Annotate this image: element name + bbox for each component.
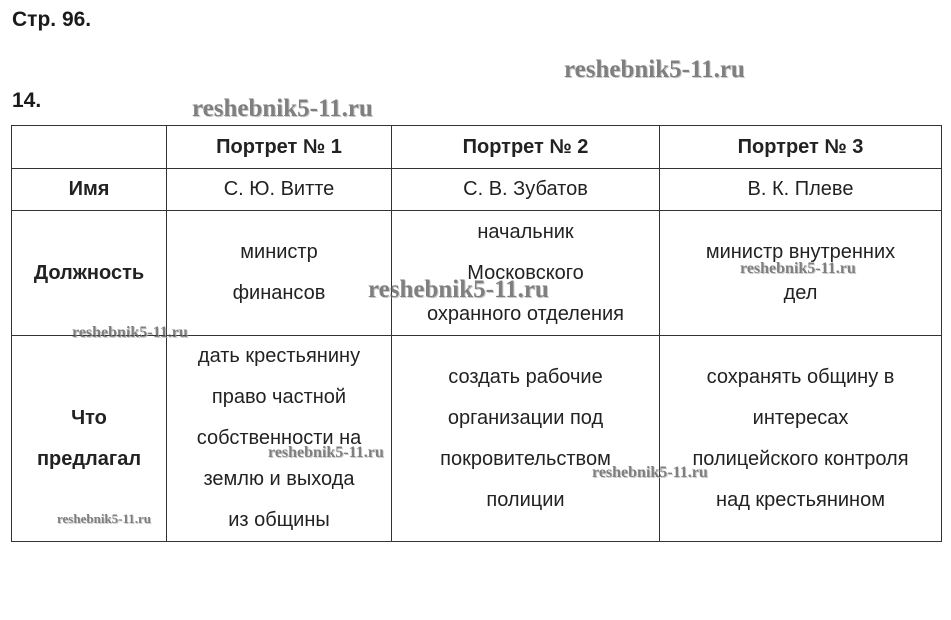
cell-line: право частной (211, 386, 347, 408)
proposal-cell-portrait-1 (167, 336, 392, 542)
proposal-cell-portrait-2 (392, 336, 660, 542)
cell-line: дать крестьянину (197, 345, 361, 367)
watermark: reshebnik5-11.ru (72, 324, 188, 341)
cell-line: министр (240, 241, 318, 263)
position-cell-portrait-1 (167, 211, 392, 336)
watermark: reshebnik5-11.ru (368, 276, 549, 303)
table-header-row (12, 126, 942, 169)
cell-line: создать рабочие (448, 365, 603, 388)
name-cell-portrait-3 (660, 169, 942, 211)
header-cell-portrait-2: Портрет № 2 (392, 126, 660, 169)
cell-line: В. К. Плеве (747, 178, 854, 200)
cell-line: С. Ю. Витте (223, 178, 335, 200)
watermark: reshebnik5-11.ru (564, 56, 745, 83)
table-row-name (12, 169, 942, 211)
row-label-line: предлагал (36, 447, 142, 470)
cell-line: из общины (228, 509, 330, 531)
header-cell-portrait-3: Портрет № 3 (660, 126, 942, 169)
position-cell-portrait-2 (392, 211, 660, 336)
cell-line: организации под (447, 406, 604, 429)
header-cell-empty (12, 126, 167, 169)
header-cell-portrait-1: Портрет № 1 (167, 126, 392, 169)
watermark: reshebnik5-11.ru (57, 511, 152, 526)
watermark: reshebnik5-11.ru (592, 464, 708, 481)
task-number: 14. (12, 89, 42, 112)
cell-line: министр внутренних (705, 241, 896, 263)
name-cell-portrait-1 (167, 169, 392, 211)
cell-line: дел (783, 282, 818, 304)
table-row-proposal (12, 336, 942, 542)
row-label-line: Что (71, 406, 107, 429)
cell-line: собственности на (196, 427, 362, 449)
cell-line: покровительством (440, 447, 611, 470)
watermark: reshebnik5-11.ru (740, 260, 856, 277)
row-label-name: Имя (12, 169, 167, 211)
cell-line: начальник (477, 220, 574, 243)
cell-line: С. В. Зубатов (463, 178, 588, 200)
cell-line: над крестьянином (716, 488, 885, 511)
cell-line: полиции (486, 488, 565, 511)
proposal-cell-portrait-3 (660, 336, 942, 542)
watermark: reshebnik5-11.ru (192, 95, 373, 122)
cell-line: финансов (232, 282, 326, 304)
cell-line: интересах (752, 406, 849, 429)
cell-line: полицейского контроля (692, 447, 909, 470)
cell-line: Московского (467, 261, 584, 284)
row-label-position: Должность (12, 211, 167, 336)
page-number: Стр. 96. (12, 8, 92, 31)
cell-line: землю и выхода (203, 468, 355, 490)
cell-line: сохранять общину в (706, 365, 895, 388)
cell-line: охранного отделения (426, 302, 625, 325)
name-cell-portrait-2 (392, 169, 660, 211)
watermark: reshebnik5-11.ru (268, 444, 384, 461)
